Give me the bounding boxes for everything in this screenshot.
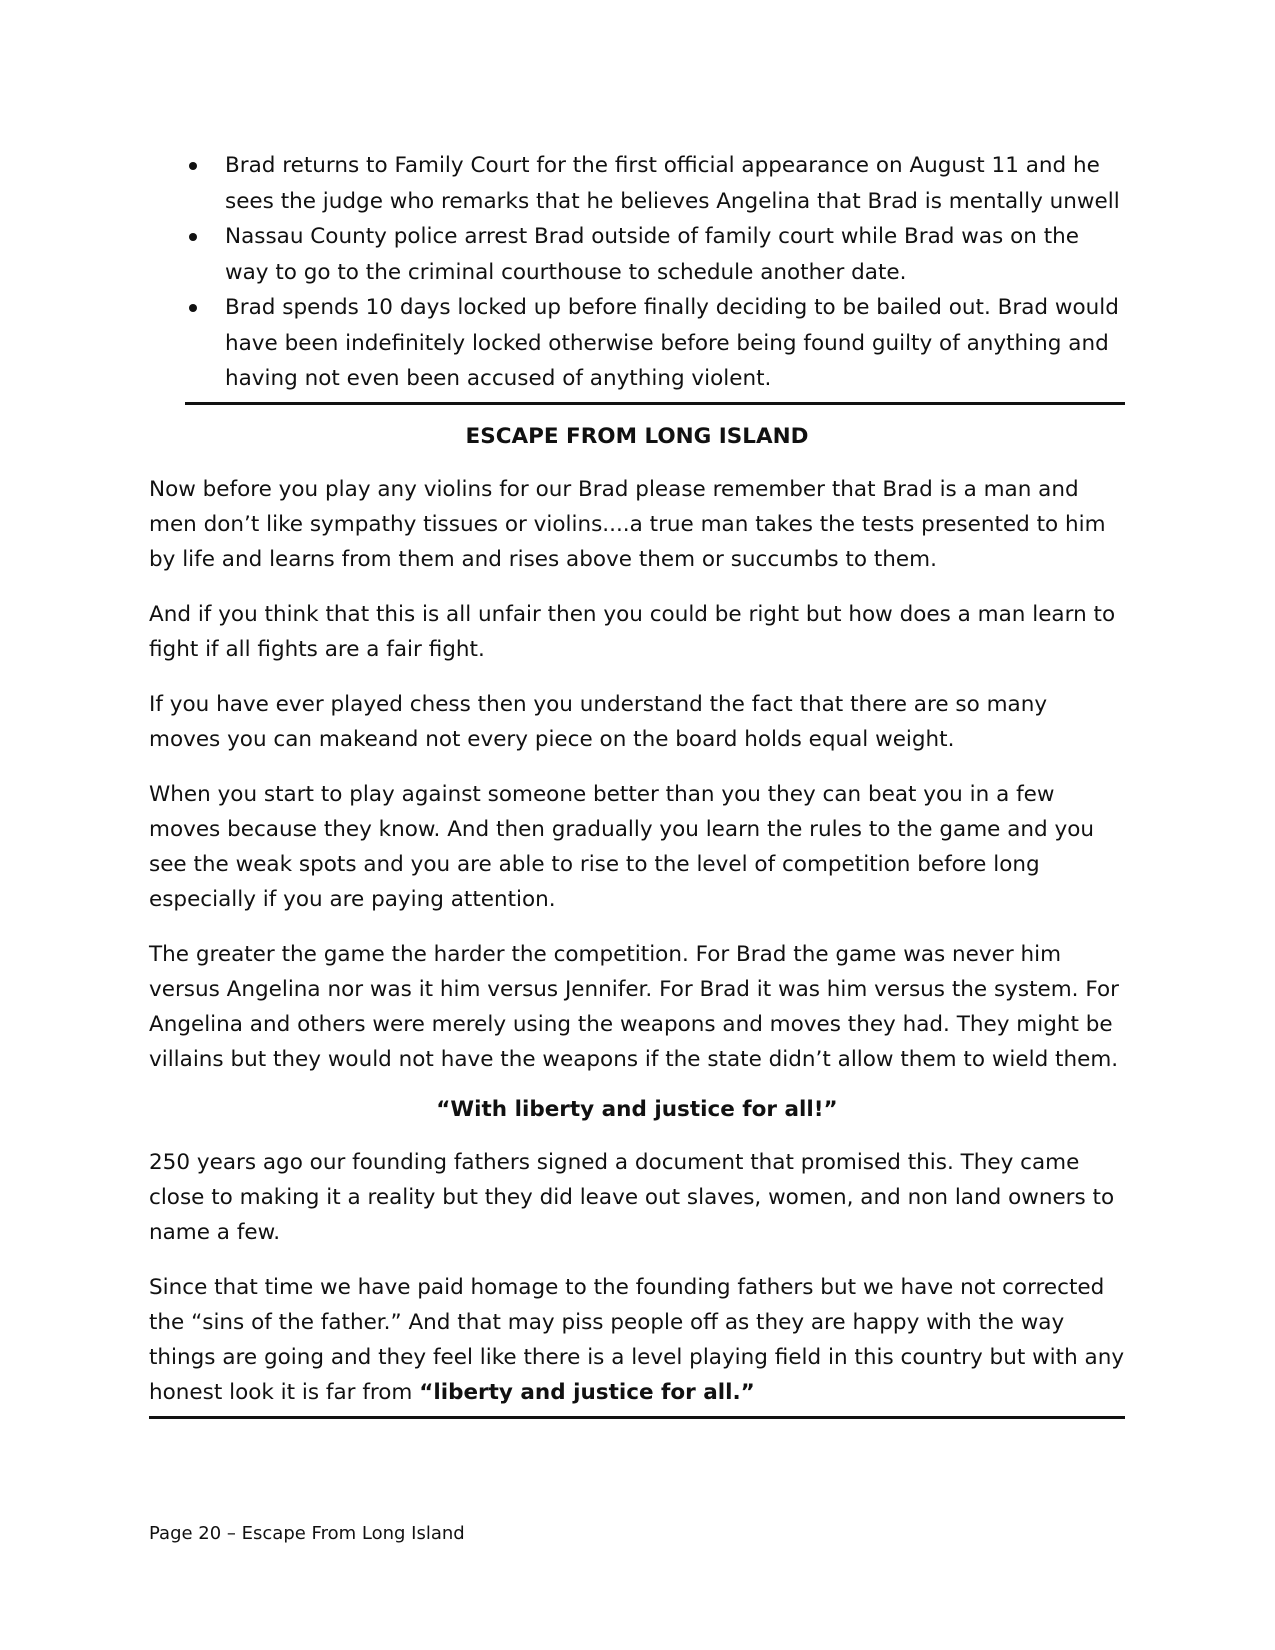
paragraph: If you have ever played chess then you understand the fact that there are so many moves you can makeand not every piece on the board holds equal weight. (149, 691, 1048, 752)
section-heading: ESCAPE FROM LONG ISLAND (465, 423, 809, 449)
page-footer: Page 20 – Escape From Long Island (149, 1523, 465, 1544)
divider-rule (149, 1416, 1125, 1419)
paragraph: When you start to play against someone better than you they can beat you in a few moves because they know. And then gradually you learn the rules to the game and you see the weak spots and you are able to rise to the level of competition before long especially if you are paying attention. (149, 781, 1094, 912)
page-content (149, 148, 1125, 1419)
divider-rule (185, 402, 1125, 405)
bullet-item: Nassau County police arrest Brad outside of family court while Brad was on the way to go to the criminal courthouse to schedule another date. (185, 219, 1125, 290)
final-paragraph (149, 1270, 1125, 1410)
paragraph: Now before you play any violins for our Brad please remember that Brad is a man and men don’t like sympathy tissues or violins....a true man takes the tests presented to him by life and learns from them and rises above them or succumbs to them. (149, 476, 1106, 572)
bullet-list (185, 148, 1125, 397)
paragraph: The greater the game the harder the competition. For Brad the game was never him versus Angelina nor was it him versus Jennifer. For Brad it was him versus the system. For Angelina and others were merely using the weapons and moves they had. They might be villains but they would not have the weapons if the state didn’t allow them to wield them. (149, 941, 1119, 1072)
final-paragraph-text: Since that time we have paid homage to the founding fathers but we have not corrected the “sins of the father.” And that may piss people off as they are happy with the way things are going and they feel like there is a level playing field in this country but with any honest look it is far from (149, 1274, 1125, 1405)
bullet-item: Brad returns to Family Court for the first official appearance on August 11 and he sees the judge who remarks that he believes Angelina that Brad is mentally unwell (185, 148, 1125, 219)
final-paragraph-bold: “liberty and justice for all.” (419, 1379, 755, 1405)
quote-heading: “With liberty and justice for all!” (436, 1096, 838, 1122)
paragraph: 250 years ago our founding fathers signed a document that promised this. They came close to making it a reality but they did leave out slaves, women, and non land owners to name a few. (149, 1149, 1115, 1245)
paragraph: And if you think that this is all unfair then you could be right but how does a man learn to fight if all fights are a fair fight. (149, 601, 1116, 662)
bullet-item: Brad spends 10 days locked up before finally deciding to be bailed out. Brad would have been indefinitely locked otherwise before being found guilty of anything and having not even been accused of anything violent. (185, 290, 1125, 397)
